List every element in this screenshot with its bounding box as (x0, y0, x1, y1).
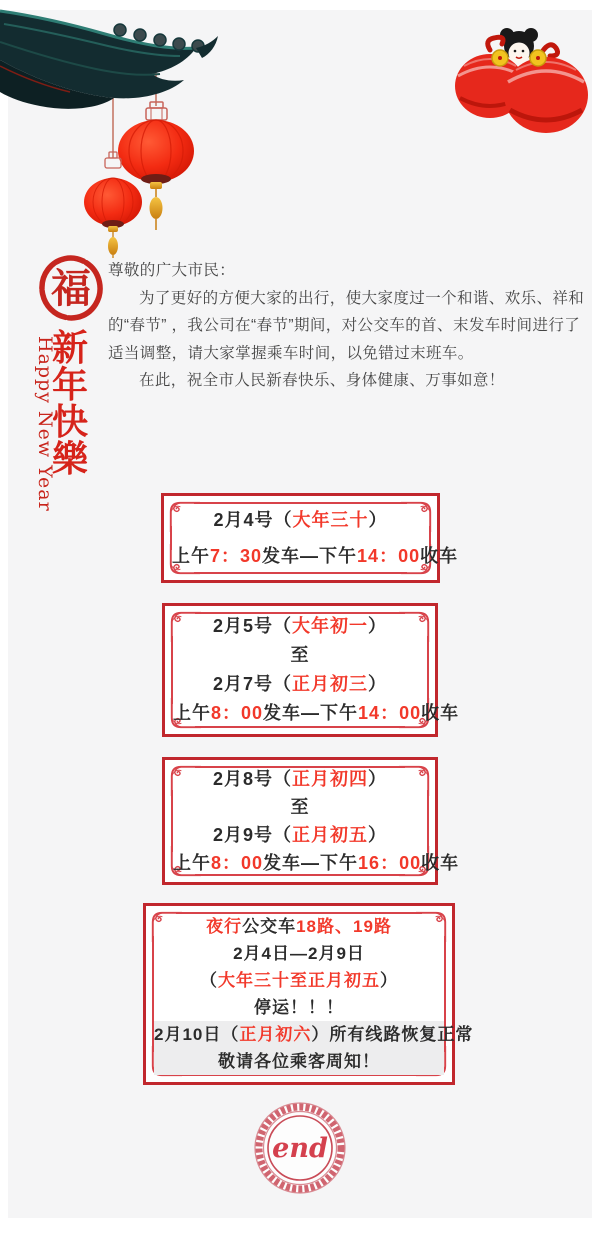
text-segment: 2月8号（ (212, 769, 293, 789)
text-line (172, 502, 429, 538)
text-segment: 正月初六 (239, 1025, 312, 1044)
text-segment: 上午 (173, 853, 211, 873)
text-segment: 2月9号（ (212, 825, 293, 845)
text-segment: 2月5号（ (212, 616, 293, 636)
text-line (173, 849, 460, 877)
text-segment: ） (368, 616, 388, 636)
text-segment: （ (200, 971, 218, 990)
text-segment: 14：00 (358, 703, 422, 723)
text-segment: 在此，祝全市人民新春快乐、身体健康、万事如意！ (139, 372, 505, 390)
text-segment: 18路、19路 (296, 917, 392, 936)
text-line (154, 1021, 474, 1048)
night-bus-notice-box (143, 903, 474, 1085)
text-segment: 正月初三 (292, 674, 369, 694)
end-ornament (254, 1102, 346, 1194)
text-line (172, 538, 459, 574)
text-segment: 发车—下午 (263, 703, 359, 723)
text-segment: 停运！！！ (254, 998, 344, 1017)
text-segment: ） (368, 825, 388, 845)
schedule-box-feb8-feb9 (162, 757, 460, 885)
text-line (173, 670, 427, 699)
fu-seal-icon (36, 252, 106, 324)
vertical-greeting-english: Happy New Year (34, 336, 56, 512)
vertical-char: 年 (51, 364, 88, 406)
text-segment: 正月初四 (292, 769, 369, 789)
fu-character: 福 (51, 265, 91, 312)
text-segment: 发车—下午 (263, 853, 359, 873)
text-segment: 上午 (172, 546, 210, 566)
text-segment: 至 (290, 797, 310, 817)
text-segment: 2月4号（ (213, 510, 293, 530)
text-segment: 夜行 (206, 917, 243, 936)
text-segment: 2月10日（ (154, 1025, 240, 1044)
vertical-char: 新 (51, 327, 88, 369)
text-line (154, 994, 444, 1021)
text-segment: 2月4日—2月9日 (233, 944, 365, 963)
end-label: end (272, 1132, 328, 1164)
schedule-box-feb4 (161, 493, 459, 583)
text-segment: 上午 (173, 703, 211, 723)
text-line (173, 793, 427, 821)
intro-paragraph (108, 257, 590, 395)
text-line (108, 367, 590, 395)
text-segment: 适当调整，请大家掌握乘车时间，以免错过末班车。 (108, 344, 474, 362)
text-segment: ） (380, 971, 398, 990)
text-segment: 8：00 (211, 703, 264, 723)
text-line (173, 612, 427, 641)
text-segment: 大年三十 (292, 510, 369, 530)
text-segment: ） (368, 769, 388, 789)
text-segment: 正月初五 (292, 825, 369, 845)
text-segment: 大年初一 (292, 616, 369, 636)
text-segment: 公交车 (242, 917, 297, 936)
text-segment: 收车 (421, 703, 460, 723)
vertical-greeting-chinese (50, 327, 90, 480)
text-segment: 收车 (420, 546, 459, 566)
text-segment: 的“春节” ，我公司在“春节”期间，对公交车的首、末发车时间进行了 (108, 317, 581, 335)
text-line (154, 940, 444, 967)
text-line (108, 312, 590, 340)
text-segment: 14：00 (357, 546, 421, 566)
text-line (108, 340, 590, 368)
text-segment: 收车 (421, 853, 460, 873)
text-line (173, 641, 427, 670)
vertical-char: 樂 (51, 438, 88, 480)
text-segment: 7：30 (210, 546, 263, 566)
text-line (108, 285, 590, 313)
text-segment: 发车—下午 (262, 546, 358, 566)
text-line (173, 821, 427, 849)
text-line (154, 913, 444, 940)
text-segment: 8：00 (211, 853, 264, 873)
text-line (173, 699, 460, 728)
text-segment: 大年三十至正月初五 (218, 971, 380, 990)
text-segment: ） (368, 510, 388, 530)
text-segment: 2月7号（ (212, 674, 293, 694)
text-line (108, 257, 590, 285)
schedule-box-feb5-feb7 (162, 603, 460, 737)
text-segment: ） (368, 674, 388, 694)
text-segment: 16：00 (358, 853, 422, 873)
text-line (154, 1048, 444, 1075)
text-segment: ）所有线路恢复正常 (311, 1025, 474, 1044)
text-segment: 至 (290, 645, 310, 665)
text-line (154, 967, 444, 994)
text-line (173, 765, 427, 793)
text-segment: 为了更好的方便大家的出行，使大家度过一个和谐、欢乐、祥和 (139, 289, 585, 307)
text-segment: 尊敬的广大市民： (108, 262, 236, 279)
vertical-char: 快 (51, 401, 88, 443)
text-segment: 敬请各位乘客周知！ (218, 1052, 380, 1071)
